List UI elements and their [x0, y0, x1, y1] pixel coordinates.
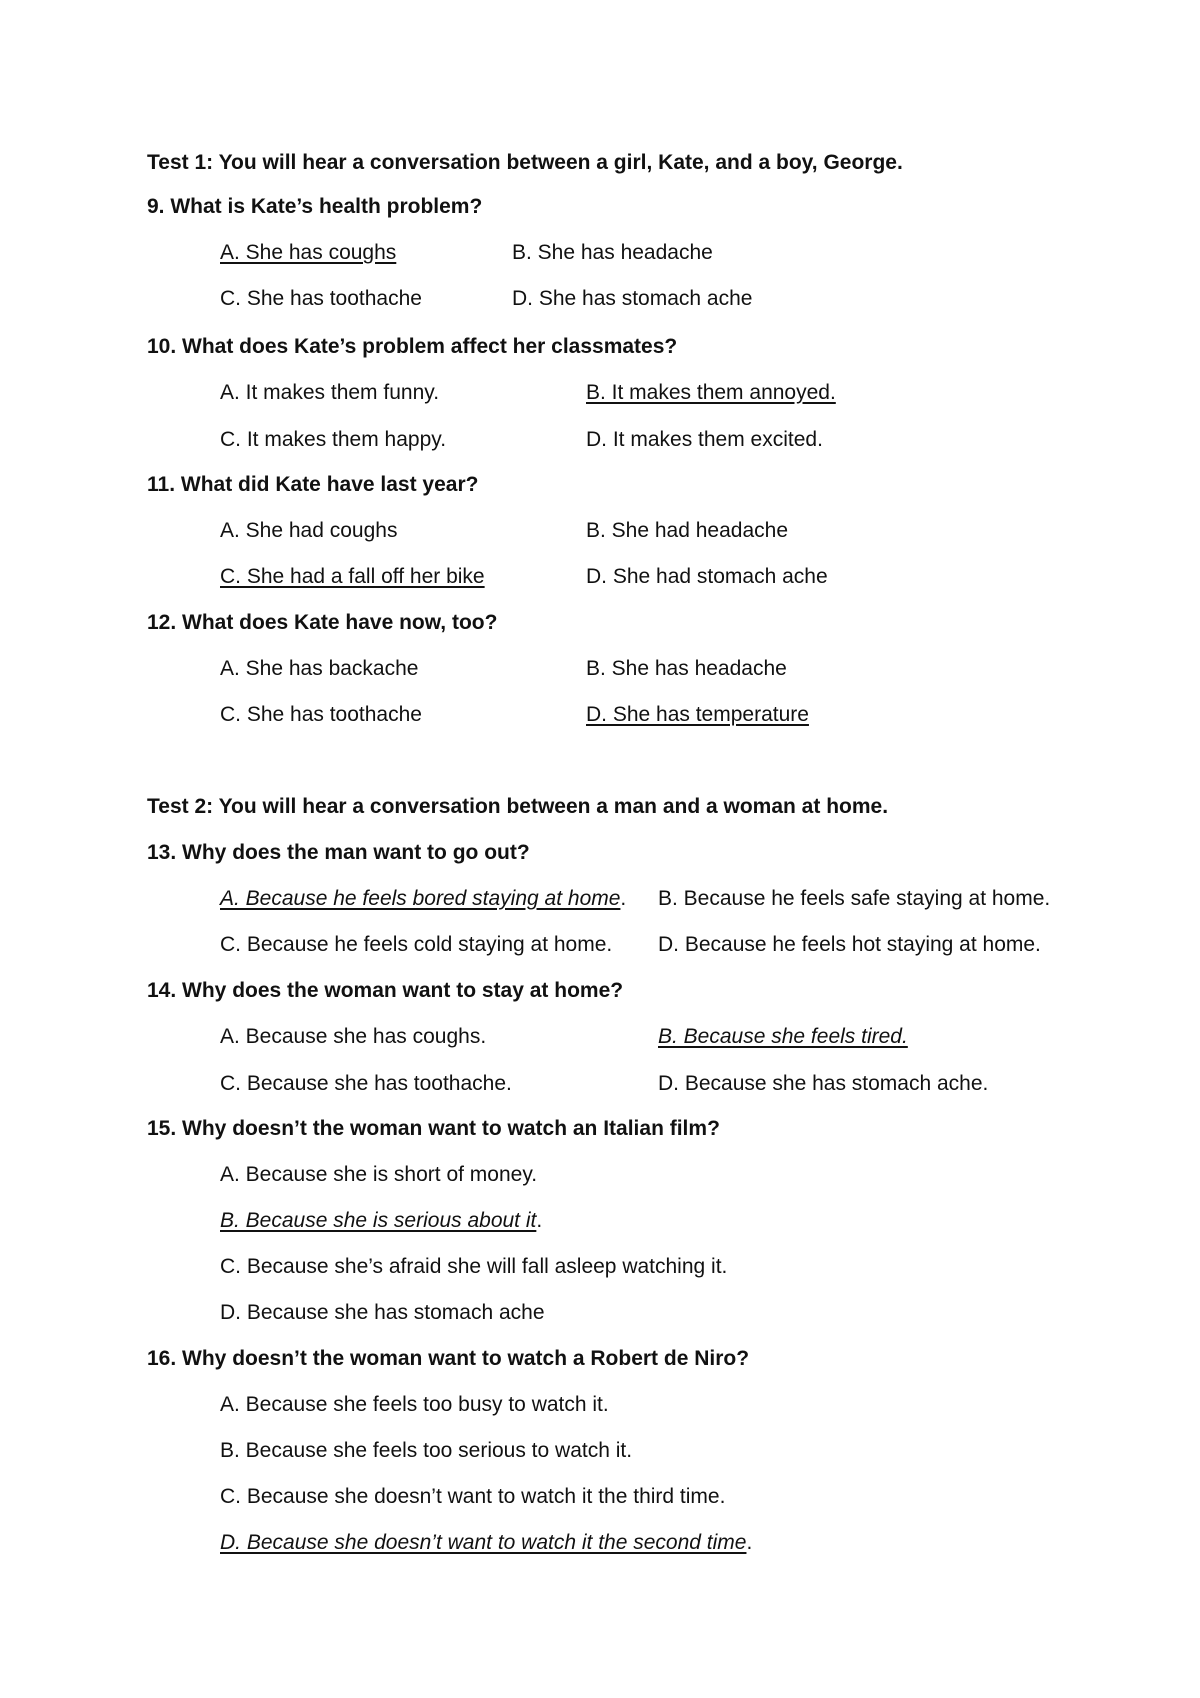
- q16-option-d-period: .: [746, 1531, 753, 1554]
- q11-option-c-answer: C. She had a fall off her bike: [220, 565, 485, 588]
- q14-option-d: D. Because she has stomach ache.: [658, 1072, 989, 1095]
- q16-option-b: B. Because she feels too serious to watch it.: [220, 1439, 633, 1462]
- q14-option-c: C. Because she has toothache.: [220, 1072, 512, 1095]
- q16-option-a: A. Because she feels too busy to watch it.: [220, 1393, 609, 1416]
- q15-option-b-period: .: [536, 1209, 543, 1232]
- q11-option-b: B. She had headache: [586, 519, 789, 542]
- q10-option-c: C. It makes them happy.: [220, 428, 447, 451]
- q9-option-d: D. She has stomach ache: [512, 287, 753, 310]
- q15-option-c: C. Because she’s afraid she will fall asleep watching it.: [220, 1255, 728, 1278]
- test2-heading: Test 2: You will hear a conversation between a man and a woman at home.: [147, 795, 889, 818]
- question-11: 11. What did Kate have last year?: [147, 473, 479, 496]
- q9-option-b: B. She has headache: [512, 241, 713, 264]
- q13-option-a-period: .: [620, 887, 627, 910]
- q13-option-d: D. Because he feels hot staying at home.: [658, 933, 1041, 956]
- q11-option-d: D. She had stomach ache: [586, 565, 828, 588]
- q9-option-a-answer: A. She has coughs: [220, 241, 397, 264]
- q13-option-a-answer-line: [220, 886, 626, 912]
- test1-heading: Test 1: You will hear a conversation between a girl, Kate, and a boy, George.: [147, 151, 903, 174]
- q13-option-c: C. Because he feels cold staying at home.: [220, 933, 613, 956]
- q12-option-c: C. She has toothache: [220, 703, 422, 726]
- q10-option-b-answer: B. It makes them annoyed.: [586, 381, 836, 404]
- q10-option-a: A. It makes them funny.: [220, 381, 440, 404]
- question-12: 12. What does Kate have now, too?: [147, 611, 498, 634]
- question-14: 14. Why does the woman want to stay at home?: [147, 979, 624, 1002]
- question-9: 9. What is Kate’s health problem?: [147, 195, 483, 218]
- question-10: 10. What does Kate’s problem affect her classmates?: [147, 335, 678, 358]
- q16-option-c: C. Because she doesn’t want to watch it the third time.: [220, 1485, 726, 1508]
- question-15: 15. Why doesn’t the woman want to watch an Italian film?: [147, 1117, 720, 1140]
- q15-option-a: A. Because she is short of money.: [220, 1163, 538, 1186]
- q14-option-b-answer: B. Because she feels tired.: [658, 1025, 908, 1048]
- q12-option-d-answer: D. She has temperature: [586, 703, 809, 726]
- q11-option-a: A. She had coughs: [220, 519, 398, 542]
- q15-option-b-answer: B. Because she is serious about it: [220, 1209, 537, 1232]
- q15-option-b-answer-line: [220, 1208, 542, 1234]
- q16-option-d-answer-line: [220, 1530, 752, 1556]
- q13-option-a-answer: A. Because he feels bored staying at home: [220, 887, 621, 910]
- q15-option-d: D. Because she has stomach ache: [220, 1301, 545, 1324]
- q16-option-d-answer: D. Because she doesn’t want to watch it the second time: [220, 1531, 747, 1554]
- q14-option-a: A. Because she has coughs.: [220, 1025, 487, 1048]
- question-13: 13. Why does the man want to go out?: [147, 841, 530, 864]
- q9-option-c: C. She has toothache: [220, 287, 422, 310]
- q13-option-b: B. Because he feels safe staying at home.: [658, 887, 1051, 910]
- q12-option-a: A. She has backache: [220, 657, 419, 680]
- q12-option-b: B. She has headache: [586, 657, 787, 680]
- question-16: 16. Why doesn’t the woman want to watch a Robert de Niro?: [147, 1347, 750, 1370]
- q10-option-d: D. It makes them excited.: [586, 428, 823, 451]
